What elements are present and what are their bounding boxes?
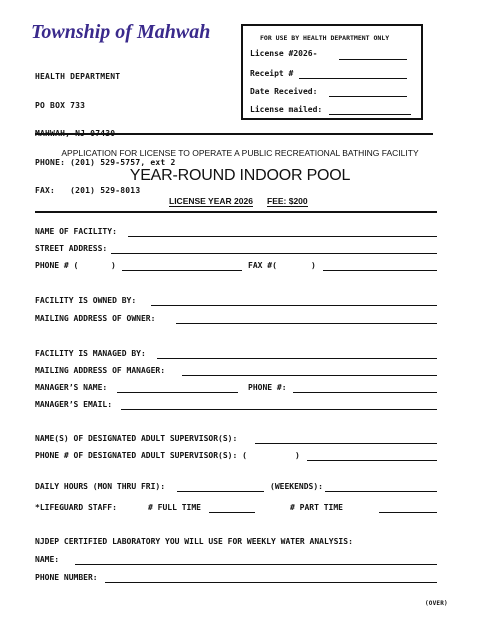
manager-email-label: MANAGER’S EMAIL: <box>35 400 113 409</box>
facility-name-line[interactable] <box>128 236 437 237</box>
supervisors-line[interactable] <box>255 443 437 444</box>
supervisor-phone-line[interactable] <box>307 460 437 461</box>
license-year: LICENSE YEAR 2026 <box>169 196 253 206</box>
supervisor-phone-close-paren: ) <box>295 451 300 460</box>
receipt-label: Receipt # <box>250 69 294 78</box>
lab-name-label: NAME: <box>35 555 60 564</box>
dept-line: FAX: (201) 529-8013 <box>35 186 141 195</box>
receipt-row <box>250 69 293 78</box>
manager-email-line[interactable] <box>121 409 437 410</box>
supervisors-label: NAME(S) OF DESIGNATED ADULT SUPERVISOR(S): <box>35 434 238 443</box>
manager-mailing-line[interactable] <box>182 375 437 376</box>
lifeguard-staff-field <box>35 503 437 514</box>
office-use-box <box>241 24 423 120</box>
lab-phone-line[interactable] <box>105 582 437 583</box>
owner-mailing-field <box>35 314 437 325</box>
phone-fax-field <box>35 261 437 272</box>
daily-hours-field <box>35 482 437 493</box>
office-use-heading: FOR USE BY HEALTH DEPARTMENT ONLY <box>260 34 390 42</box>
owned-by-field <box>35 296 437 307</box>
part-time-line[interactable] <box>379 512 437 513</box>
facility-name-field <box>35 227 437 238</box>
lab-phone-field <box>35 573 437 584</box>
phone-line[interactable] <box>122 270 242 271</box>
lab-heading: NJDEP CERTIFIED LABORATORY YOU WILL USE FOR WEEKLY WATER ANALYSIS: <box>35 537 353 546</box>
lab-name-field <box>35 555 437 566</box>
fax-line[interactable] <box>323 270 437 271</box>
license-mailed-row <box>250 105 322 114</box>
application-title: APPLICATION FOR LICENSE TO OPERATE A PUBLIC RECREATIONAL BATHING FACILITY <box>61 148 419 158</box>
phone-label: PHONE # ( <box>35 261 79 270</box>
supervisors-field <box>35 434 437 445</box>
manager-name-phone-field <box>35 383 437 394</box>
manager-name-line[interactable] <box>117 392 238 393</box>
street-address-field <box>35 244 437 255</box>
manager-mailing-field <box>35 366 437 377</box>
manager-mailing-label: MAILING ADDRESS OF MANAGER: <box>35 366 166 375</box>
date-received-line[interactable] <box>329 96 407 97</box>
manager-email-field <box>35 400 437 411</box>
license-number-row <box>250 49 317 58</box>
date-received-label: Date Received: <box>250 87 318 96</box>
weekends-label: (WEEKENDS): <box>270 482 323 491</box>
facility-name-label: NAME OF FACILITY: <box>35 227 117 236</box>
managed-by-field <box>35 349 437 360</box>
owner-mailing-line[interactable] <box>176 323 437 324</box>
dept-line: PHONE: (201) 529-5757, ext 2 <box>35 157 176 167</box>
date-received-row <box>250 87 317 96</box>
part-time-label: # PART TIME <box>290 503 343 512</box>
street-address-label: STREET ADDRESS: <box>35 244 108 253</box>
receipt-line[interactable] <box>299 78 407 79</box>
dept-line: HEALTH DEPARTMENT <box>35 72 121 81</box>
license-fee: FEE: $200 <box>267 196 308 206</box>
lab-phone-label: PHONE NUMBER: <box>35 573 98 582</box>
township-title: Township of Mahwah <box>31 21 211 43</box>
over-note: (OVER) <box>425 600 448 607</box>
phone-close-paren: ) <box>111 261 116 270</box>
managed-by-line[interactable] <box>157 358 437 359</box>
manager-name-label: MANAGER’S NAME: <box>35 383 108 392</box>
owner-mailing-label: MAILING ADDRESS OF OWNER: <box>35 314 156 323</box>
manager-phone-label: PHONE #: <box>248 383 287 392</box>
street-address-line[interactable] <box>111 253 437 254</box>
divider <box>35 133 433 135</box>
license-mailed-label: License mailed: <box>250 105 323 114</box>
pool-type-title: YEAR-ROUND INDOOR POOL <box>129 167 351 184</box>
supervisor-phone-label: PHONE # OF DESIGNATED ADULT SUPERVISOR(S): ( <box>35 451 247 460</box>
owned-by-line[interactable] <box>151 305 437 306</box>
divider <box>35 211 437 213</box>
license-number-label: License #2026- <box>250 49 318 58</box>
manager-phone-line[interactable] <box>293 392 437 393</box>
dept-line: PO BOX 733 <box>35 100 86 110</box>
full-time-label: # FULL TIME <box>148 503 201 512</box>
full-time-line[interactable] <box>209 512 255 513</box>
lifeguard-staff-label: *LIFEGUARD STAFF: <box>35 503 117 512</box>
daily-hours-line[interactable] <box>177 491 264 492</box>
fax-close-paren: ) <box>311 261 316 270</box>
lab-heading-row <box>35 537 437 548</box>
managed-by-label: FACILITY IS MANAGED BY: <box>35 349 146 358</box>
lab-name-line[interactable] <box>75 564 437 565</box>
owned-by-label: FACILITY IS OWNED BY: <box>35 296 137 305</box>
daily-hours-label: DAILY HOURS (MON THRU FRI): <box>35 482 166 491</box>
license-mailed-line[interactable] <box>329 114 411 115</box>
supervisor-phone-field <box>35 451 437 462</box>
license-number-line[interactable] <box>339 59 407 60</box>
fax-label: FAX #( <box>248 261 277 270</box>
weekends-line[interactable] <box>325 491 437 492</box>
